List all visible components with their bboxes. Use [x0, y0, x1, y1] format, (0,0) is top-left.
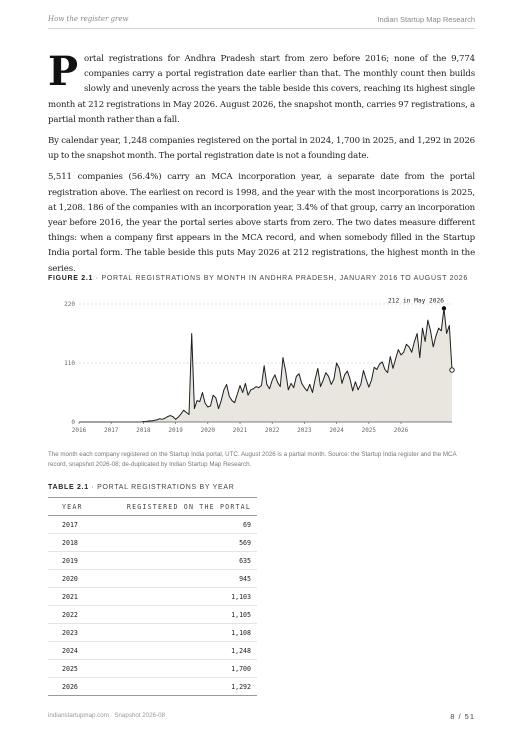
running-header	[48, 15, 475, 29]
count-cell: 1,105	[92, 606, 257, 624]
figure-note: The month each company registered on the Startup India portal, UTC. August 2026 is a partial month. Source: the Startup India register and the MCA record, snapshot 2026-08; de-duplicated by Indian Startup Map Research.	[48, 451, 457, 468]
table-title: · PORTAL REGISTRATIONS BY YEAR	[91, 484, 235, 491]
body-text	[48, 48, 475, 283]
year-cell: 2017	[48, 516, 92, 534]
count-cell: 1,248	[92, 642, 257, 660]
x-tick-label: 2016	[71, 427, 87, 434]
year-cell: 2019	[48, 552, 92, 570]
x-tick-label: 2017	[103, 427, 119, 434]
registrations-table	[48, 497, 257, 696]
footer-source: indianstartupmap.com · Snapshot 2026-08	[48, 712, 165, 719]
year-cell: 2018	[48, 534, 92, 552]
table-row	[48, 588, 257, 606]
year-cell: 2023	[48, 624, 92, 642]
table-row	[48, 570, 257, 588]
x-tick-label: 2022	[264, 427, 280, 434]
column-header-count: REGISTERED ON THE PORTAL	[92, 498, 257, 516]
count-cell: 1,103	[92, 588, 257, 606]
y-tick-label: 110	[64, 360, 75, 367]
table-row	[48, 624, 257, 642]
paragraph-1	[48, 48, 475, 128]
x-tick-label: 2021	[232, 427, 248, 434]
figure-label: FIGURE 2.1	[48, 275, 94, 282]
year-cell: 2020	[48, 570, 92, 588]
publication-name: Indian Startup Map Research	[377, 15, 475, 24]
table-row	[48, 516, 257, 534]
x-tick-label: 2026	[393, 427, 409, 434]
figure-title: · PORTAL REGISTRATIONS BY MONTH IN ANDHRA PRADESH, JANUARY 2016 TO AUGUST 2026	[95, 275, 468, 282]
registrations-chart	[48, 288, 475, 440]
count-cell: 1,292	[92, 678, 257, 696]
chapter-title: How the register grew	[48, 15, 129, 23]
x-tick-label: 2023	[297, 427, 312, 434]
chart-svg	[48, 288, 475, 440]
x-tick-label: 2025	[361, 427, 377, 434]
table-row	[48, 642, 257, 660]
year-cell: 2022	[48, 606, 92, 624]
y-tick-label: 220	[64, 301, 75, 308]
page-number: 8 / 51	[450, 712, 475, 721]
table-row	[48, 552, 257, 570]
year-cell: 2026	[48, 678, 92, 696]
x-tick-label: 2020	[200, 427, 216, 434]
paragraph-2: By calendar year, 1,248 companies registered on the portal in 2024, 1,700 in 2025, and 1,292 in 2026 up to the snapshot month. The portal registration date is not a founding date.	[48, 136, 475, 162]
paragraph-3: 5,511 companies (56.4%) carry an MCA incorporation year, a separate date from the portal registration above. The earliest on record is 1998, and the year with the most incorporations is 2025, at 1,208. 186 of the companies with an incorporation year, 3.4% of that group, carry an incorporation year before 2016, the year the portal series above starts from zero. The two dates measure different things: when a company first appears in the MCA record, and when somebody filled in the Startup India portal form. The table beside this puts May 2026 at 212 registrations, the highest month in the series.	[48, 172, 475, 274]
x-tick-label: 2019	[168, 427, 183, 434]
table-caption	[48, 484, 234, 491]
count-cell: 1,108	[92, 624, 257, 642]
peak-annotation: 212 in May 2026	[388, 297, 444, 305]
count-cell: 945	[92, 570, 257, 588]
count-cell: 569	[92, 534, 257, 552]
table-header-row	[48, 498, 257, 516]
year-cell: 2021	[48, 588, 92, 606]
year-cell: 2024	[48, 642, 92, 660]
peak-marker	[442, 306, 446, 310]
count-cell: 635	[92, 552, 257, 570]
table-row	[48, 678, 257, 696]
count-cell: 1,700	[92, 660, 257, 678]
y-tick-label: 0	[71, 419, 75, 426]
partial-month-marker	[450, 368, 454, 372]
table-row	[48, 660, 257, 678]
paragraph-1-text: ortal registrations for Andhra Pradesh start from zero before 2016; none of the 9,774 companies carry a portal registration date earlier than that. The monthly count then builds slowly and unevenly across the years the table beside this covers, reaching its highest single month at 212 registrations in May 2026. August 2026, the snapshot month, carries 97 registrations, a partial month rather than a fall.	[48, 54, 475, 125]
table-row	[48, 606, 257, 624]
figure-caption	[48, 275, 468, 282]
column-header-year: YEAR	[48, 498, 92, 516]
table-label: TABLE 2.1	[48, 484, 89, 491]
x-tick-label: 2018	[136, 427, 151, 434]
count-cell: 69	[92, 516, 257, 534]
series-area	[79, 308, 452, 422]
drop-cap: P	[48, 48, 78, 95]
page-footer	[48, 712, 475, 721]
table-row	[48, 534, 257, 552]
x-tick-label: 2024	[329, 427, 344, 434]
year-cell: 2025	[48, 660, 92, 678]
